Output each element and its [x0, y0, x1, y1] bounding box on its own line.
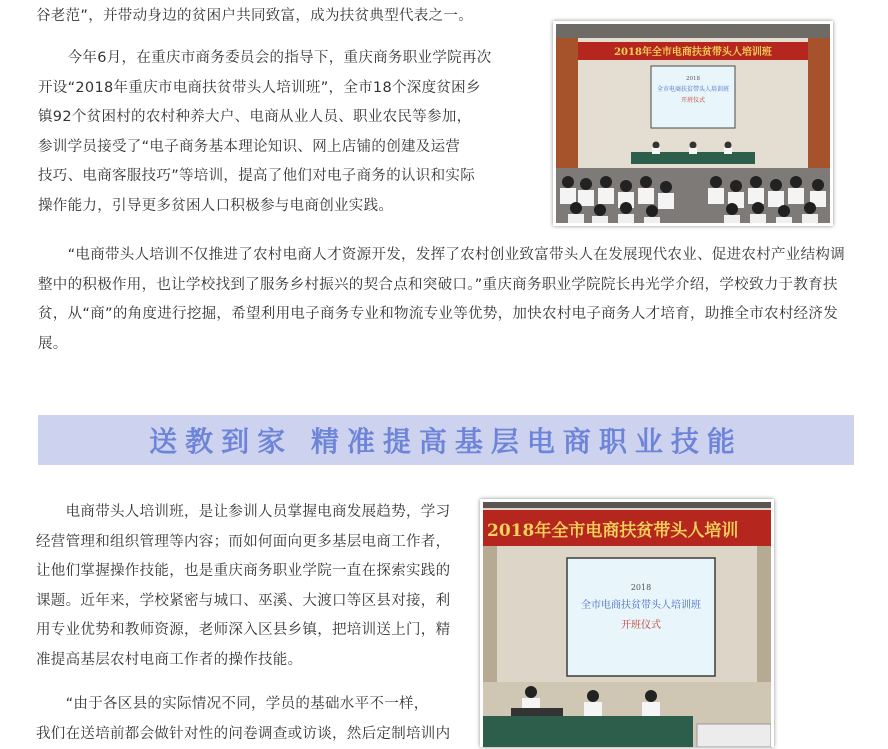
text-line: 操作能力，引导更多贫困人口积极参与电商创业实践。: [38, 192, 492, 222]
text-line: 今年6月，在重庆市商务委员会的指导下，重庆商务职业学院再次: [38, 44, 492, 74]
article-paragraph-leader-training: [36, 498, 450, 675]
text-line: 让他们掌握操作技能，也是重庆商务职业学院一直在探索实践的: [36, 557, 450, 587]
svg-text:2018: 2018: [686, 76, 700, 82]
section-heading-text: 送教到家 精准提高基层电商职业技能: [149, 420, 743, 460]
training-ceremony-photo: [553, 21, 833, 226]
hall-banner-text: 2018年全市电商扶贫带头人培训: [487, 520, 738, 541]
svg-text:2018: 2018: [631, 583, 651, 592]
stage-scene: [483, 502, 771, 747]
stage-table: [483, 716, 693, 747]
text-line: 技巧、电商客服技巧”等培训，提高了他们对电子商务的认识和实际: [38, 162, 492, 192]
text-line: 开设“2018年重庆市电商扶贫带头人培训班”，全市18个深度贫困乡: [38, 74, 492, 104]
text-line: 镇92个贫困村的农村种养大户、电商从业人员、职业农民等参加，: [38, 103, 492, 133]
conference-hall-scene: [556, 24, 830, 223]
svg-text:全市电商扶贫带头人培训班: 全市电商扶贫带头人培训班: [657, 85, 729, 93]
text-line: 准提高基层农村电商工作者的操作技能。: [36, 646, 450, 676]
article-paragraph-training: [38, 44, 492, 221]
article-paragraph-intro-tail: [36, 2, 473, 32]
text-line: “由于各区县的实际情况不同，学员的基础水平不一样，: [36, 690, 450, 720]
text-line: 谷老范”，并带动身边的贫困户共同致富，成为扶贫典型代表之一。: [36, 2, 473, 32]
article-paragraph-quote: [38, 241, 845, 359]
projection-screen: [567, 558, 715, 676]
text-line: 我们在送培前都会做针对性的问卷调查或访谈，然后定制培训内: [36, 720, 450, 749]
svg-text:开班仪式: 开班仪式: [681, 96, 705, 104]
text-line: 展。: [38, 330, 845, 360]
text-line: 参训学员接受了“电子商务基本理论知识、网上店铺的创建及运营: [38, 133, 492, 163]
text-line: 贫，从“商”的角度进行挖掘，希望利用电子商务专业和物流专业等优势，加快农村电子商务人才培育，助推全市农村经济发: [38, 300, 845, 330]
text-line: “电商带头人培训不仅推进了农村电商人才资源开发，发挥了农村创业致富带头人在发展现代农业、促进农村产业结构调: [38, 241, 845, 271]
text-line: 整中的积极作用，也让学校找到了服务乡村振兴的契合点和突破口。”重庆商务职业学院院长冉光学介绍，学校致力于教育扶: [38, 271, 845, 301]
svg-text:全市电商扶贫带头人培训班: 全市电商扶贫带头人培训班: [581, 598, 701, 611]
svg-text:开班仪式: 开班仪式: [621, 618, 661, 631]
text-line: 经营管理和组织管理等内容；而如何面向更多基层电商工作者，: [36, 528, 450, 558]
section-heading-banner: [38, 415, 854, 465]
hall-banner-text: 2018年全市电商扶贫带头人培训班: [614, 45, 773, 58]
text-line: 课题。近年来，学校紧密与城口、巫溪、大渡口等区县对接，利: [36, 587, 450, 617]
text-line: 用专业优势和教师资源，老师深入区县乡镇，把培训送上门，精: [36, 616, 450, 646]
ceremony-stage-photo: [480, 499, 774, 747]
text-line: 电商带头人培训班，是让参训人员掌握电商发展趋势，学习: [36, 498, 450, 528]
article-paragraph-customized: [36, 690, 450, 749]
